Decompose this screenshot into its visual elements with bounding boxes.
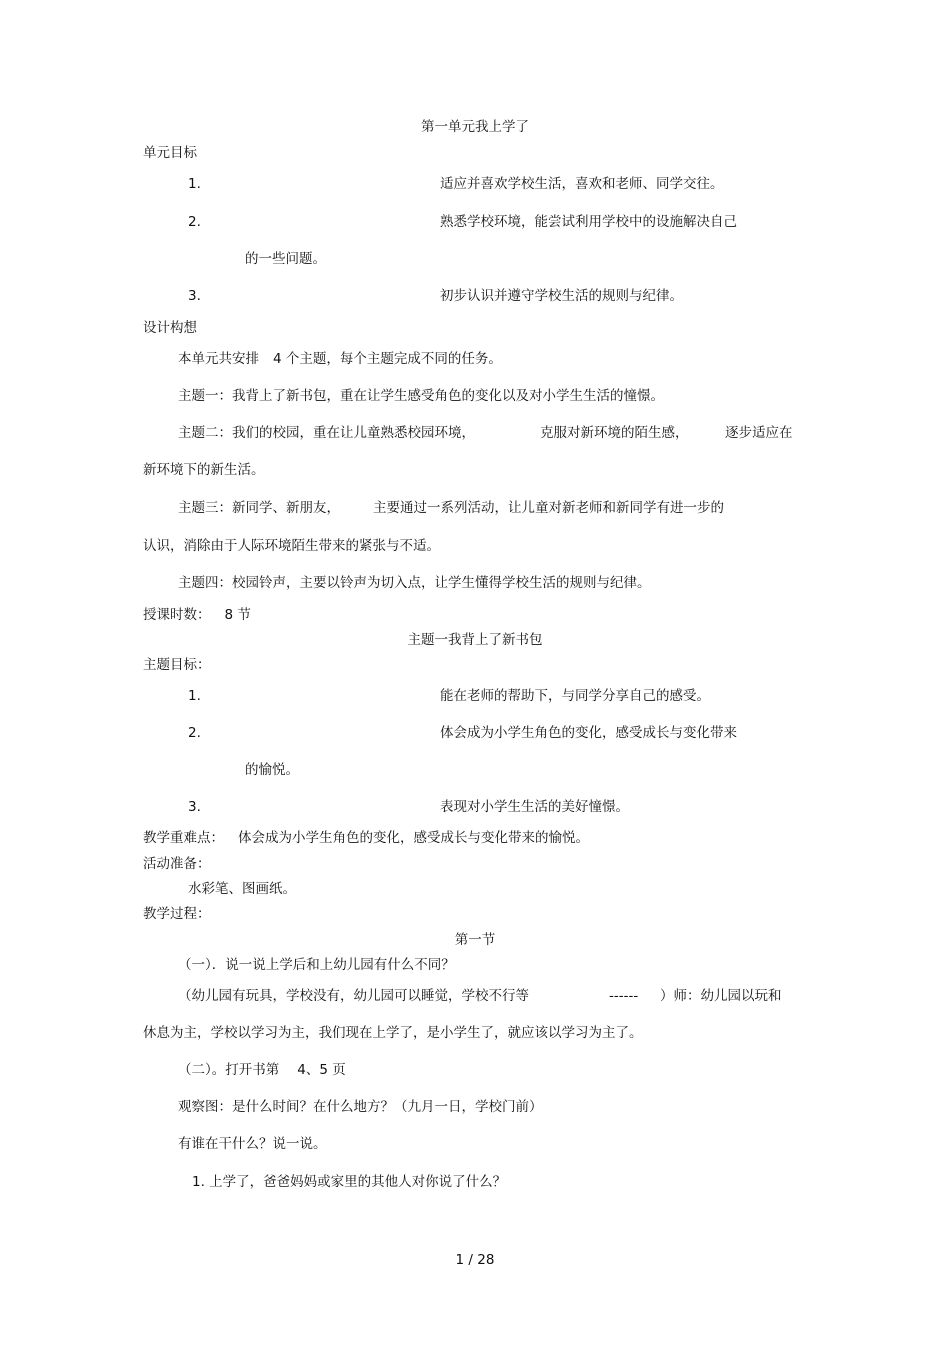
question-two-b: 4、5 页 [297, 1062, 346, 1078]
topic-goal-number: 1. [188, 688, 201, 704]
observe-text: 观察图：是什么时间？在什么地方？（九月一日，学校门前） [178, 1099, 543, 1115]
list-item: 1. 上学了，爸爸妈妈或家里的其他人对你说了什么？ [192, 1174, 507, 1190]
hours-label: 授课时数： [143, 607, 211, 623]
unit-goal-text: 熟悉学校环境，能尝试利用学校中的设施解决自己 [440, 214, 737, 230]
key-points [143, 832, 589, 846]
page-number: 1 / 28 [455, 1252, 495, 1268]
theme-two-b: 克服对新环境的陌生感， [540, 425, 689, 441]
unit-goal-continuation: 的一些问题。 [245, 251, 326, 267]
unit-goals-heading: 单元目标 [143, 145, 197, 161]
topic-goals-heading: 主题目标： [143, 657, 211, 673]
theme-three-continuation: 认识，消除由于人际环境陌生带来的紧张与不适。 [143, 538, 440, 554]
design-intro-a: 本单元共安排 [178, 351, 259, 367]
hours-value: 8 节 [224, 607, 251, 623]
unit-goal-text: 适应并喜欢学校生活，喜欢和老师、同学交往。 [440, 176, 724, 192]
unit-goal-number: 3. [188, 288, 201, 304]
theme-three-a: 主题三：新同学、新朋友， [178, 500, 340, 516]
process-heading: 教学过程： [143, 906, 211, 922]
theme-two-c: 逐步适应在 [725, 425, 793, 441]
prep-heading: 活动准备： [143, 856, 211, 872]
key-points-label: 教学重难点： [143, 830, 224, 846]
question-two-a: （二）。打开书第 [178, 1062, 280, 1078]
hours [143, 609, 251, 623]
topic-goal-text: 表现对小学生生活的美好憧憬。 [440, 799, 629, 815]
design-intro-b: 4 个主题，每个主题完成不同的任务。 [273, 351, 502, 367]
topic-goal-number: 3. [188, 799, 201, 815]
question-one: （一）．说一说上学后和上幼儿园有什么不同？ [178, 957, 455, 973]
prep-text: 水彩笔、图画纸。 [188, 881, 296, 897]
paragraph-one-c: ）师：幼儿园以玩和 [660, 988, 782, 1004]
lesson-title: 第一节 [454, 932, 496, 948]
topic-goal-number: 2. [188, 725, 201, 741]
topic-goal-continuation: 的愉悦。 [245, 762, 299, 778]
design-heading: 设计构想 [143, 320, 197, 336]
paragraph-one-dashes: ------ [609, 988, 639, 1004]
paragraph-one-continuation: 休息为主，学校以学习为主，我们现在上学了，是小学生了，就应该以学习为主了。 [143, 1025, 643, 1041]
theme-two-a: 主题二：我们的校园，重在让儿童熟悉校园环境， [178, 425, 475, 441]
who-text: 有谁在干什么？说一说。 [178, 1136, 327, 1152]
paragraph-one-a: （幼儿园有玩具，学校没有，幼儿园可以睡觉，学校不行等 [178, 988, 529, 1004]
topic-goal-text: 能在老师的帮助下，与同学分享自己的感受。 [440, 688, 710, 704]
topic-goal-text: 体会成为小学生角色的变化，感受成长与变化带来 [440, 725, 737, 741]
topic-title: 主题一我背上了新书包 [407, 632, 543, 648]
theme-three-b: 主要通过一系列活动，让儿童对新老师和新同学有进一步的 [373, 500, 724, 516]
key-points-text: 体会成为小学生角色的变化，感受成长与变化带来的愉悦。 [238, 830, 589, 846]
theme-two-continuation: 新环境下的新生活。 [143, 462, 265, 478]
page-title: 第一单元我上学了 [421, 119, 529, 135]
design-intro [178, 353, 502, 367]
unit-goal-text: 初步认识并遵守学校生活的规则与纪律。 [440, 288, 683, 304]
theme-one: 主题一：我背上了新书包，重在让学生感受角色的变化以及对小学生生活的憧憬。 [178, 388, 664, 404]
unit-goal-number: 1. [188, 176, 201, 192]
unit-goal-number: 2. [188, 214, 201, 230]
question-two [178, 1064, 346, 1078]
theme-four: 主题四：校园铃声，主要以铃声为切入点，让学生懂得学校生活的规则与纪律。 [178, 575, 651, 591]
